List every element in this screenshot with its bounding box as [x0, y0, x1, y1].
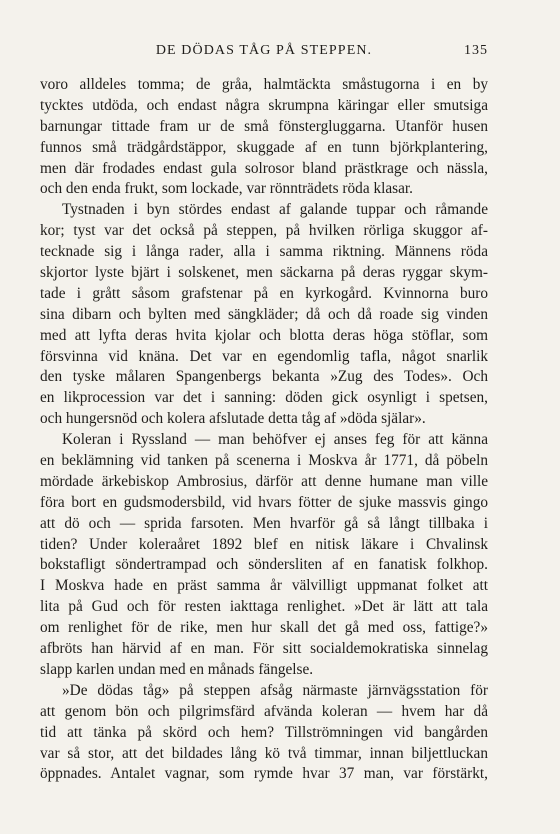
text-line: föra bort en gudsmodersbild, vid hvars fötter de sjuke massvis gingo	[40, 493, 488, 511]
text-line: voro alldeles tomma; de gråa, halmtäckta småstugorna i en by	[40, 76, 488, 93]
text-line: sina dibarn och bylten med sängkläder; då och då roade sig vinden	[40, 305, 488, 323]
text-line: I Moskva hade en präst samma år välvilligt uppmanat folket att	[40, 577, 488, 595]
text-line: lita på Gud och för resten iakttaga renlighet. »Det är lätt att tala	[40, 598, 488, 616]
text-line: mördade ärkebiskop Ambrosius, därför att denne humane man ville	[40, 472, 488, 490]
text-line: men där frodades endast gula solrosor bland prästkrage och nässla,	[40, 159, 488, 177]
text-line: bokstafligt söndertrampad och söndersliten af en fanatisk folkhop.	[40, 556, 488, 574]
text-line: om renlighet för de rike, men hur skall det gå med oss, fattige?»	[40, 619, 488, 637]
paragraph	[40, 200, 488, 430]
text-line: tade i grått såsom grafstenar på en kyrkogård. Kvinnorna buro	[40, 284, 488, 302]
text-line: med att lyfta deras hvita kjolar och blotta deras höga stöflar, som	[40, 326, 488, 344]
text-line: öppnades. Antalet vagnar, som rymde hvar 37 man, var förstärkt,	[40, 765, 488, 783]
text-line: afbröts han härvid af en man. För sitt socialdemokratiska sinnelag	[40, 640, 488, 658]
text-line: tycktes utdöda, och endast några skrumpna käringar eller smutsiga	[40, 96, 488, 114]
text-line: »De dödas tåg» på steppen afsåg närmaste järnvägsstation för	[62, 681, 488, 699]
text-line: och den enda frukt, som lockade, var rönnträdets röda klasar.	[40, 180, 413, 198]
text-line: barnungar tittade fram ur de små fönstergluggarna. Utanför husen	[40, 117, 488, 135]
text-line: kor; tyst var det också på steppen, på hvilken rörliga skuggor af-	[40, 222, 488, 240]
text-line: tiden? Under koleraåret 1892 blef en nitisk läkare i Chvalinsk	[40, 535, 488, 553]
text-line: tecknade sig i långa rader, alla i samma riktning. Männens röda	[40, 243, 488, 261]
paragraph	[40, 430, 488, 681]
text-line: tid att tänka på skörd och hem? Tillströmningen vid bangården	[40, 723, 488, 741]
text-line: en beklämning vid tanken på scenerna i Moskva år 1771, då pöbeln	[40, 452, 488, 470]
text-line: att genom bön och pilgrimsfärd afvända koleran — hvem har då	[40, 702, 488, 720]
text-line: slapp karlen undan med en månads fängelse.	[40, 660, 314, 678]
text-line: en likprocession var det i sanning: döden gick osynligt i spetsen,	[40, 389, 488, 407]
text-line: försvinna vid knäna. Det var en egendomlig tafla, något snarlik	[40, 347, 488, 365]
text-line: Tystnaden i byn stördes endast af galande tuppar och råmande	[62, 201, 488, 219]
text-line: var så stor, att det bildades lång kö två timmar, innan biljettluckan	[40, 744, 488, 762]
page-header	[40, 40, 488, 62]
text-line: att dö och — sprida farsoten. Men hvarför gå så långt tillbaka i	[40, 514, 488, 532]
text-line: Koleran i Ryssland — man behöfver ej anses feg för att känna	[62, 431, 488, 449]
paragraph	[40, 75, 488, 200]
text-line: och hungersnöd och kolera afslutade detta tåg af »döda själar».	[40, 410, 426, 428]
text-line: den tyske målaren Spangenbergs bekanta »Zug des Todes». Och	[40, 368, 488, 386]
text-line: skjortor lyste bjärt i solskenet, men säckarna på deras ryggar skym-	[40, 264, 488, 282]
body-text	[40, 75, 488, 785]
running-title: DE DÖDAS TÅG PÅ STEPPEN.	[155, 43, 373, 58]
page-number: 135	[464, 43, 488, 58]
paragraph	[40, 681, 488, 785]
text-line: funnos små trädgårdstäppor, skuggade af en tunn björkplantering,	[40, 138, 488, 156]
